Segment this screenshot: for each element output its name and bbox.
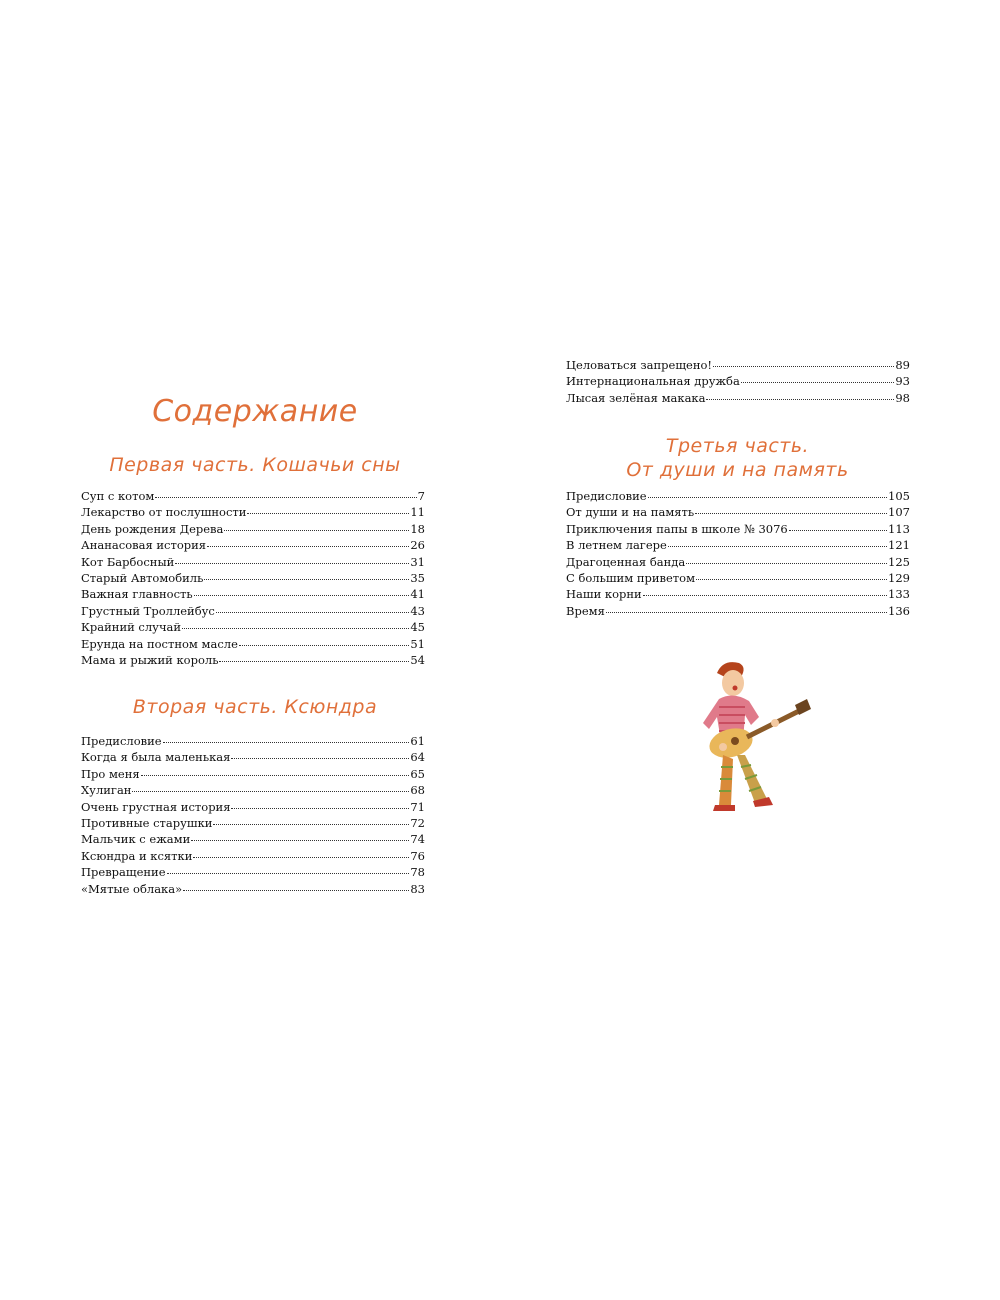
toc-entry-title: Приключения папы в школе № 3076	[566, 521, 788, 536]
toc-entry-title: С большим приветом	[566, 570, 696, 585]
toc-entry-page: 41	[410, 587, 425, 602]
part1-title: Первая часть. Кошачьи сны	[109, 454, 401, 476]
toc-entry-title: Наши корни	[566, 587, 642, 602]
dot-leader	[741, 371, 895, 383]
part3-title-line2: От души и на память	[626, 459, 849, 481]
dot-leader	[686, 552, 887, 564]
toc-entry-page: 65	[410, 766, 425, 781]
toc-entry-title: Лысая зелёная макака	[566, 390, 706, 405]
toc-entry	[81, 881, 425, 897]
dot-leader	[606, 601, 887, 613]
dot-leader	[219, 650, 409, 662]
toc-entry	[566, 390, 910, 406]
part3-title-line1: Третья часть.	[665, 435, 810, 457]
dot-leader	[247, 502, 409, 514]
toc-entry-page: 74	[410, 832, 425, 847]
toc-entry-page: 78	[410, 865, 425, 880]
dot-leader	[648, 486, 887, 498]
toc-entry-title: Хулиган	[81, 783, 132, 798]
toc-entry-page: 7	[417, 489, 425, 503]
part2-title: Вторая часть. Ксюндра	[132, 696, 378, 718]
toc-entry	[81, 652, 425, 668]
dot-leader	[213, 813, 409, 825]
toc-entry-page: 43	[410, 603, 425, 618]
toc-entry-page: 93	[895, 374, 910, 389]
toc-entry-title: Драгоценная банда	[566, 554, 686, 569]
dot-leader	[216, 601, 410, 613]
toc-entry-page: 121	[888, 538, 910, 553]
toc-entry	[566, 603, 910, 619]
toc-entry-page: 61	[410, 734, 425, 748]
dot-leader	[132, 780, 409, 792]
toc-entry-page: 113	[888, 521, 910, 536]
toc-entry-title: Крайний случай	[81, 620, 182, 635]
dot-leader	[183, 879, 409, 891]
dot-leader	[182, 617, 409, 629]
toc-entry-page: 83	[410, 881, 425, 896]
part2-toc	[81, 733, 425, 897]
toc-entry-title: День рождения Дерева	[81, 521, 224, 536]
toc-entry-title: Ксюндра и ксятки	[81, 848, 193, 863]
toc-entry-page: 31	[410, 554, 425, 569]
dot-leader	[193, 846, 409, 858]
dot-leader	[713, 355, 894, 367]
toc-entry-title: Очень грустная история	[81, 799, 231, 814]
dot-leader	[239, 634, 409, 646]
toc-entry-page: 18	[410, 521, 425, 536]
toc-entry-title: Время	[566, 603, 605, 618]
dot-leader	[696, 568, 887, 580]
dot-leader	[224, 519, 409, 531]
toc-entry-title: Интернациональная дружба	[566, 374, 740, 389]
dot-leader	[231, 747, 409, 759]
toc-entry-page: 133	[888, 587, 910, 602]
contents-title: Содержание	[152, 394, 358, 429]
toc-entry-page: 11	[410, 505, 425, 520]
toc-entry-title: Лекарство от послушности	[81, 505, 247, 520]
toc-entry-page: 107	[888, 505, 910, 520]
toc-entry-page: 68	[410, 783, 425, 798]
toc-entry-page: 76	[410, 848, 425, 863]
toc-entry-title: От души и на память	[566, 505, 695, 520]
toc-entry-page: 71	[410, 799, 425, 814]
part1-toc	[81, 488, 425, 668]
toc-entry-title: Важная главность	[81, 587, 193, 602]
toc-entry-title: В летнем лагере	[566, 538, 667, 553]
toc-entry-page: 72	[410, 815, 425, 830]
toc-entry-title: «Мятые облака»	[81, 881, 183, 896]
dot-leader	[695, 502, 887, 514]
toc-entry-page: 89	[895, 358, 910, 372]
toc-entry-page: 98	[895, 390, 910, 405]
toc-entry-title: Мама и рыжий король	[81, 652, 219, 667]
boy-with-guitar-illustration	[695, 655, 825, 825]
toc-entry-title: Старый Автомобиль	[81, 570, 204, 585]
toc-entry-page: 129	[888, 570, 910, 585]
dot-leader	[167, 862, 410, 874]
toc-entry-title: Предисловие	[81, 734, 162, 748]
dot-leader	[706, 388, 894, 400]
toc-entry-title: Грустный Троллейбус	[81, 603, 215, 618]
part2-continued-toc	[566, 357, 910, 406]
toc-entry-title: Суп с котом	[81, 489, 155, 503]
toc-entry-page: 26	[410, 538, 425, 553]
toc-entry-page: 45	[410, 620, 425, 635]
dot-leader	[789, 519, 887, 531]
part3-toc	[566, 488, 910, 619]
toc-entry-title: Ананасовая история	[81, 538, 207, 553]
toc-entry-page: 54	[410, 652, 425, 667]
toc-entry-page: 136	[888, 603, 910, 618]
toc-entry-page: 35	[410, 570, 425, 585]
dot-leader	[643, 584, 887, 596]
toc-entry-title: Предисловие	[566, 489, 647, 503]
dot-leader	[231, 797, 409, 809]
dot-leader	[155, 486, 416, 498]
dot-leader	[204, 568, 409, 580]
dot-leader	[141, 764, 410, 776]
toc-entry-page: 105	[888, 489, 910, 503]
dot-leader	[668, 535, 887, 547]
toc-entry-title: Мальчик с ежами	[81, 832, 191, 847]
dot-leader	[175, 552, 409, 564]
dot-leader	[207, 535, 409, 547]
toc-entry-page: 51	[410, 636, 425, 651]
dot-leader	[191, 829, 409, 841]
toc-entry-title: Когда я была маленькая	[81, 750, 231, 765]
toc-entry-title: Про меня	[81, 766, 140, 781]
toc-entry-title: Противные старушки	[81, 815, 213, 830]
part3-title	[560, 434, 915, 482]
toc-entry-title: Целоваться запрещено!	[566, 358, 713, 372]
toc-entry-page: 125	[888, 554, 910, 569]
toc-entry-title: Превращение	[81, 865, 166, 880]
dot-leader	[163, 731, 410, 743]
toc-entry-title: Ерунда на постном масле	[81, 636, 238, 651]
dot-leader	[194, 584, 410, 596]
toc-entry-title: Кот Барбосный	[81, 554, 175, 569]
toc-entry-page: 64	[410, 750, 425, 765]
